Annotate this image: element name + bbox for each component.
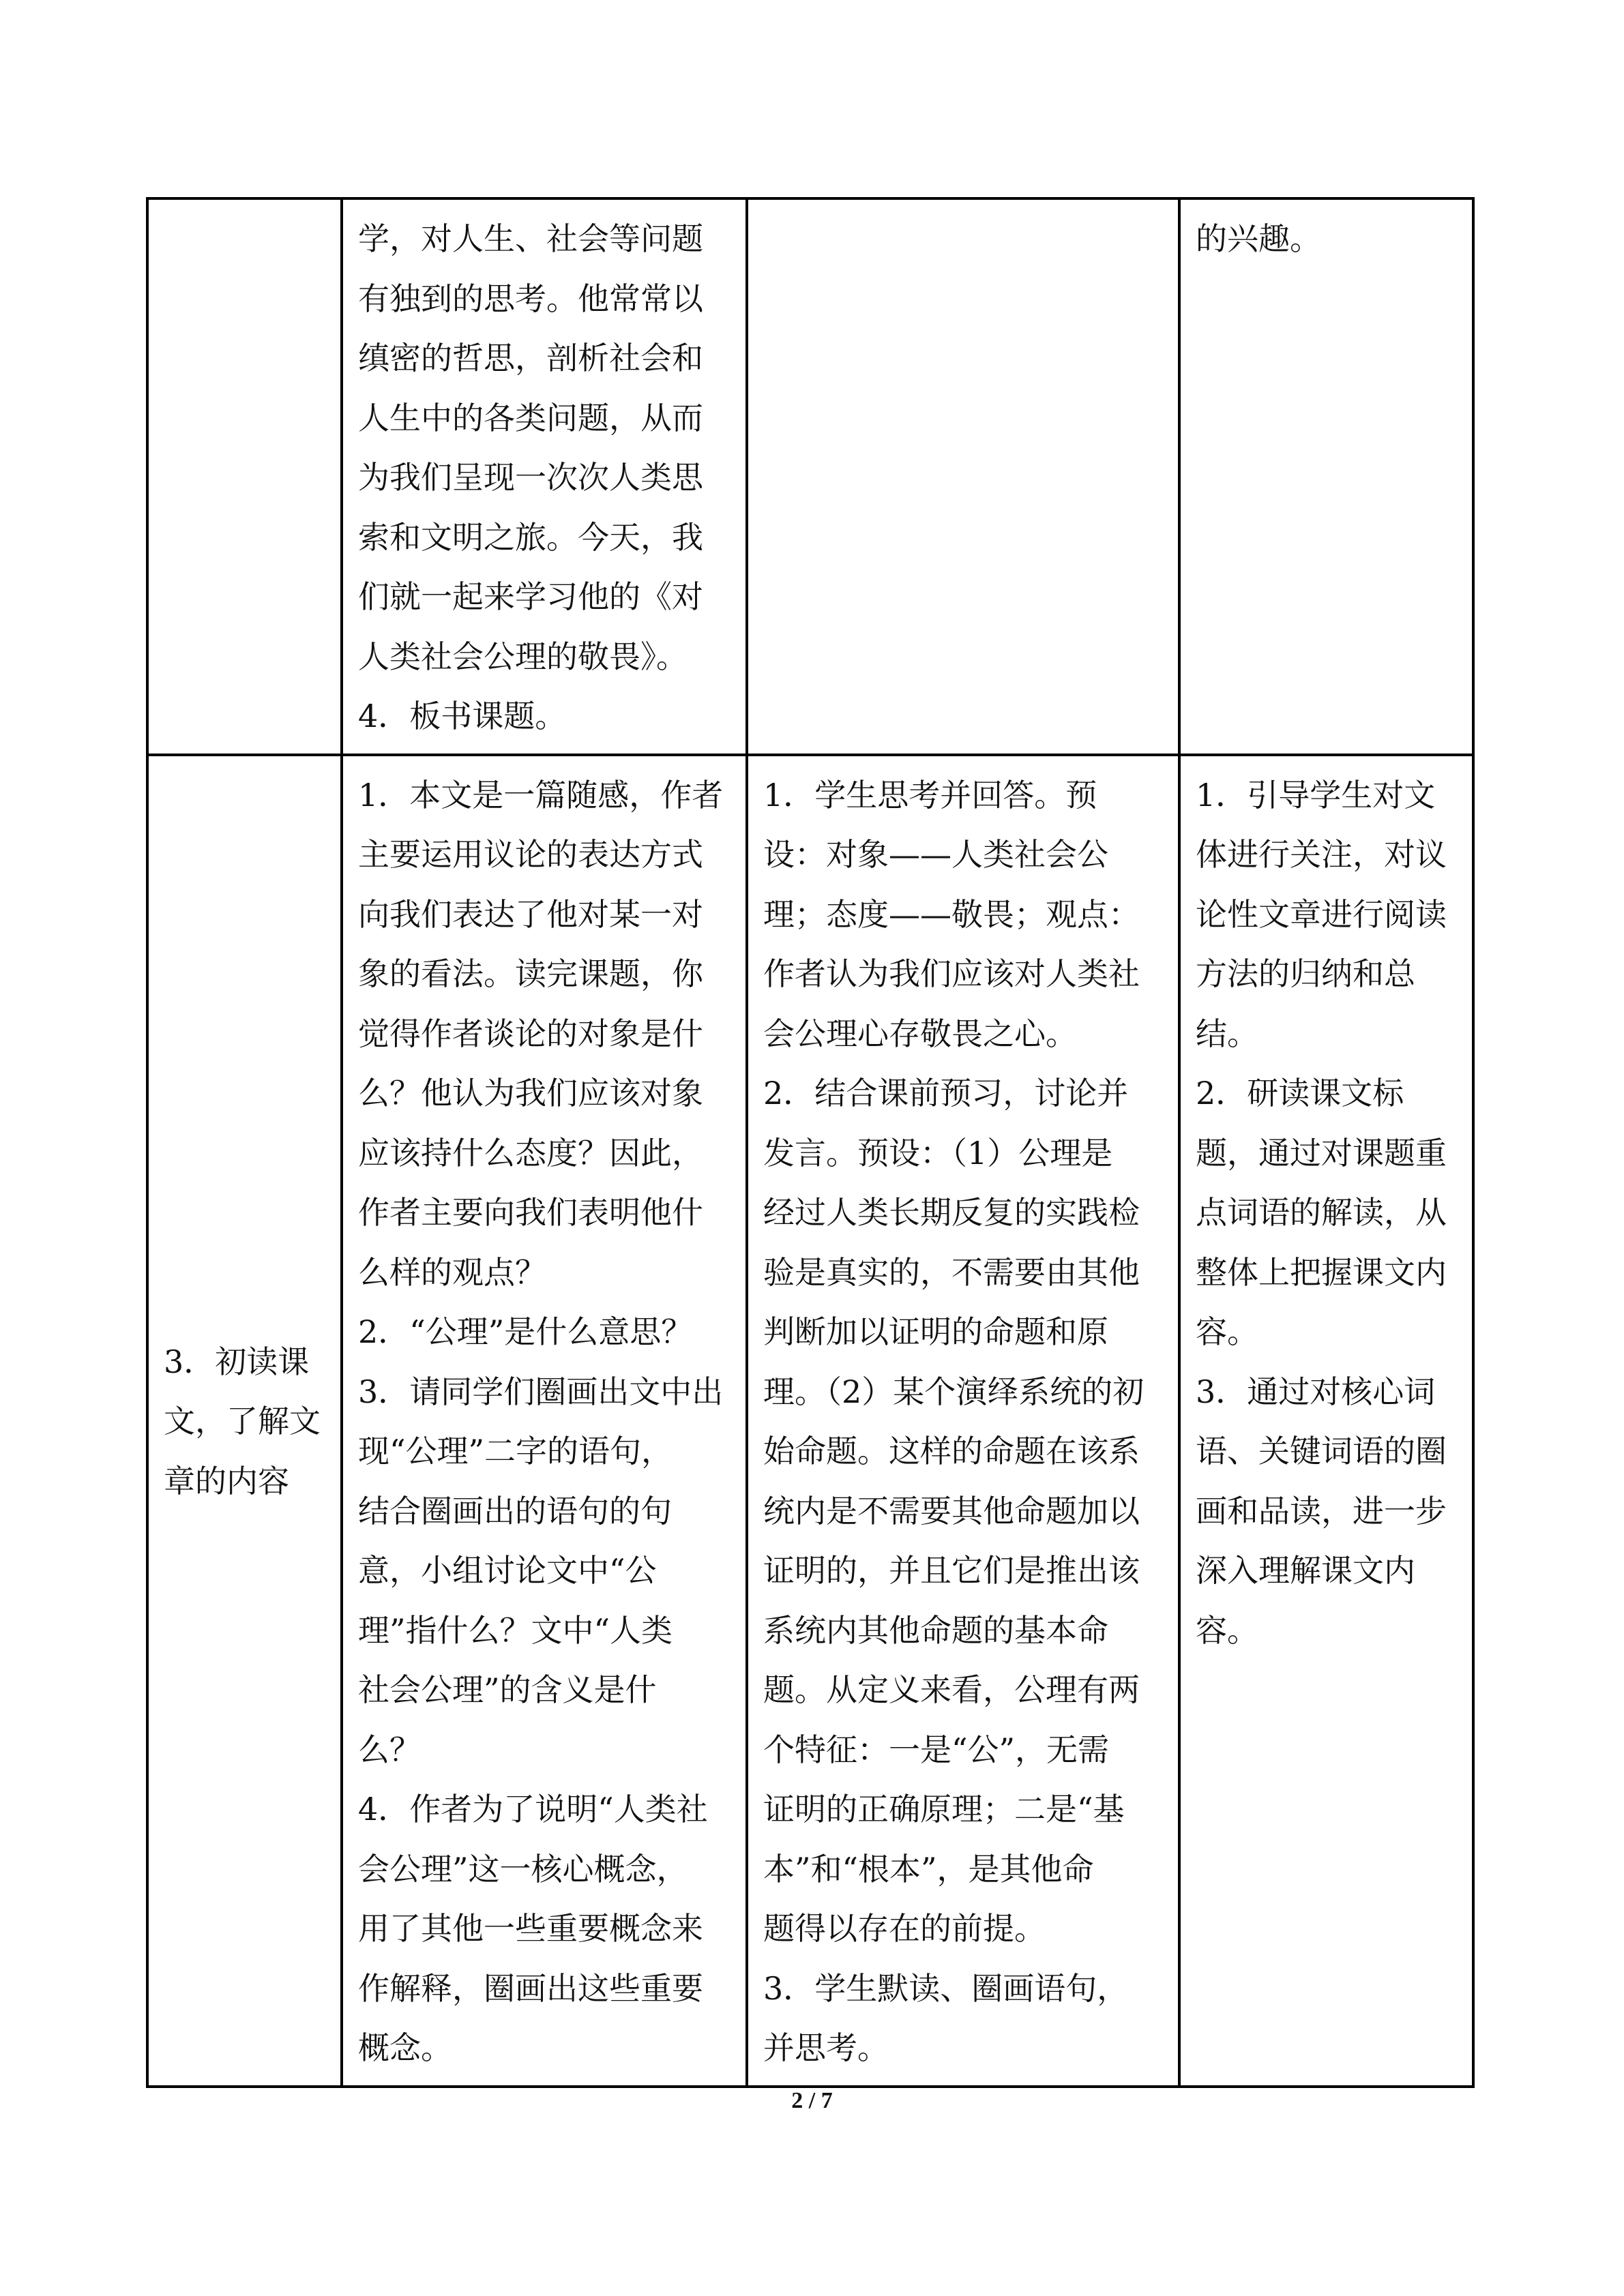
cell-text-line: 3．初读课 [164, 1343, 310, 1380]
cell-text-line: 概念。 [358, 2029, 452, 2066]
cell-text-line: 缜密的哲思，剖析社会和 [358, 340, 703, 376]
table-row [147, 755, 1473, 2087]
cell-text-line: 2．“公理”是什么意思？ [358, 1313, 693, 1350]
cell-text-line: 体进行关注，对议 [1196, 836, 1447, 873]
teacher-activity-cell [342, 198, 747, 755]
cell-text-line: 用了其他一些重要概念来 [358, 1910, 703, 1947]
cell-text-line: 个特征：一是“公”，无需 [763, 1731, 1110, 1768]
cell-text-line: 觉得作者谈论的对象是什 [358, 1015, 703, 1052]
cell-text-line: 语、关键词语的圈 [1196, 1433, 1447, 1470]
cell-text-line: 的兴趣。 [1196, 220, 1321, 257]
cell-text-line: 理”指什么？文中“人类 [358, 1611, 673, 1649]
cell-text-line: 经过人类长期反复的实践检 [763, 1194, 1140, 1231]
cell-text-line: 深入理解课文内 [1196, 1552, 1415, 1589]
cell-text-line: 结合圈画出的语句的句 [358, 1492, 672, 1530]
cell-text-line: 系统内其他命题的基本命 [763, 1611, 1108, 1649]
cell-text-line: 会公理心存敬畏之心。 [763, 1015, 1077, 1052]
design-intent-cell [1179, 198, 1473, 755]
cell-text-line: 方法的归纳和总 [1196, 955, 1415, 992]
cell-text-line: 结。 [1196, 1015, 1258, 1052]
cell-text-line: 本”和“根本”，是其他命 [763, 1850, 1094, 1888]
cell-text-line: 为我们呈现一次次人类思 [358, 459, 703, 496]
cell-text-line: 判断加以证明的命题和原 [763, 1313, 1108, 1350]
cell-text-line: 题得以存在的前提。 [763, 1910, 1046, 1947]
cell-text-line: 作者认为我们应该对人类社 [763, 955, 1140, 992]
cell-text-line: 们就一起来学习他的《对 [358, 578, 703, 615]
student-activity-cell [747, 755, 1179, 2087]
stage-cell [147, 755, 342, 2087]
table-row [147, 198, 1473, 755]
cell-text-line: 应该持什么态度？因此， [358, 1134, 703, 1172]
cell-text-line: 1．本文是一篇随感，作者 [358, 776, 724, 814]
cell-text-line: 画和品读，进一步 [1196, 1492, 1447, 1530]
cell-text-line: 索和文明之旅。今天，我 [358, 518, 703, 556]
stage-cell [147, 198, 342, 755]
cell-text-line: 现“公理”二字的语句， [358, 1433, 673, 1470]
lesson-plan-table [146, 197, 1475, 2088]
cell-text-line: 证明的正确原理；二是“基 [763, 1791, 1125, 1828]
cell-text-line: 4．板书课题。 [358, 698, 567, 734]
cell-text-line: 整体上把握课文内 [1196, 1253, 1447, 1291]
cell-text-line: 题。从定义来看，公理有两 [763, 1671, 1140, 1708]
cell-text-line: 3．通过对核心词 [1196, 1373, 1436, 1410]
teacher-activity-cell [342, 755, 747, 2087]
cell-text-line: 论性文章进行阅读 [1196, 895, 1447, 933]
cell-text-line: 么样的观点？ [358, 1253, 546, 1291]
cell-text-line: 1．引导学生对文 [1196, 776, 1436, 814]
cell-text-line: 章的内容 [164, 1462, 289, 1500]
cell-text-line: 容。 [1196, 1313, 1258, 1350]
cell-text-line: 设：对象——人类社会公 [763, 836, 1108, 873]
cell-text-line: 并思考。 [763, 2029, 889, 2066]
cell-text-line: 题，通过对课题重 [1196, 1134, 1447, 1172]
cell-text-line: 主要运用议论的表达方式 [358, 836, 703, 873]
cell-text-line: 文，了解文 [164, 1403, 321, 1440]
cell-text-line: 统内是不需要其他命题加以 [763, 1492, 1140, 1530]
cell-text-line: 有独到的思考。他常常以 [358, 280, 703, 317]
cell-text-line: 点词语的解读，从 [1196, 1194, 1447, 1231]
cell-text-line: 理。（2）某个演绎系统的初 [763, 1373, 1145, 1410]
cell-text-line: 1．学生思考并回答。预 [763, 776, 1097, 814]
cell-text-line: 人类社会公理的敬畏》。 [358, 638, 688, 675]
cell-text-line: 容。 [1196, 1611, 1258, 1649]
cell-text-line: 会公理”这一核心概念， [358, 1850, 688, 1888]
cell-text-line: 向我们表达了他对某一对 [358, 895, 703, 933]
cell-text-line: 发言。预设：（1）公理是 [763, 1134, 1113, 1172]
cell-text-line: 意，小组讨论文中“公 [358, 1552, 657, 1589]
cell-text-line: 社会公理”的含义是什 [358, 1671, 657, 1708]
cell-text-line: 人生中的各类问题，从而 [358, 399, 703, 436]
cell-text-line: 验是真实的，不需要由其他 [763, 1253, 1140, 1291]
cell-text-line: 3．请同学们圈画出文中出 [358, 1373, 724, 1410]
cell-text-line: 证明的，并且它们是推出该 [763, 1552, 1140, 1589]
cell-text-line: 么？他认为我们应该对象 [358, 1075, 703, 1112]
cell-text-line: 4．作者为了说明“人类社 [358, 1791, 708, 1828]
student-activity-cell [747, 198, 1179, 755]
cell-text-line: 3．学生默读、圈画语句， [763, 1969, 1129, 2007]
cell-text-line: 2．结合课前预习，讨论并 [763, 1075, 1129, 1112]
cell-text-line: 始命题。这样的命题在该系 [763, 1433, 1140, 1470]
cell-text-line: 么？ [358, 1731, 421, 1768]
cell-text-line: 象的看法。读完课题，你 [358, 955, 703, 992]
cell-text-line: 作解释，圈画出这些重要 [358, 1969, 703, 2007]
design-intent-cell [1179, 755, 1473, 2087]
cell-text-line: 理；态度——敬畏；观点： [763, 895, 1140, 933]
page-number: 2 / 7 [791, 2088, 833, 2113]
cell-text-line: 2．研读课文标 [1196, 1075, 1404, 1112]
cell-text-line: 作者主要向我们表明他什 [358, 1194, 703, 1231]
cell-text-line: 学，对人生、社会等问题 [358, 220, 703, 257]
